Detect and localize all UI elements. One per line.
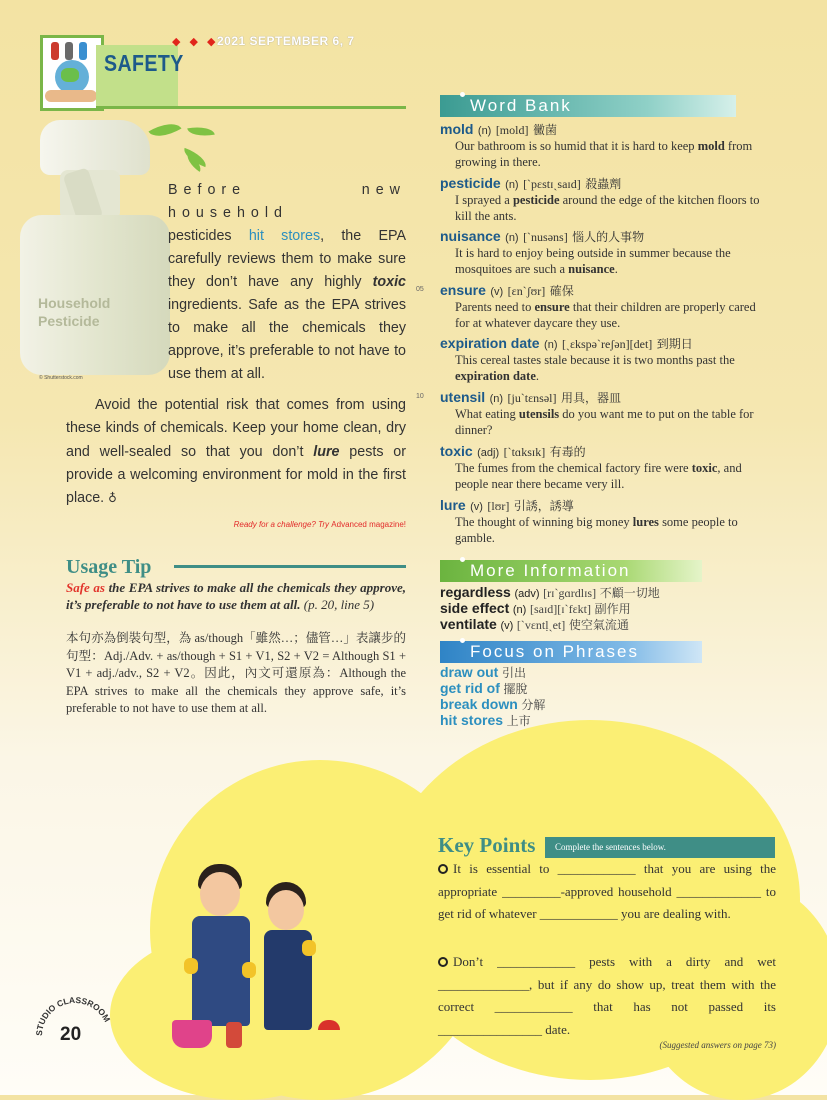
diamond-icons: ◆ ◆ ◆: [172, 36, 219, 48]
usage-tip-title: Usage Tip: [66, 556, 152, 578]
phrase-chinese: 引出: [501, 666, 526, 680]
info-phonetic: [rɪˋgɑrdlɪs]: [543, 586, 597, 600]
key-point: [438, 951, 776, 1041]
example-text: The fumes from the chemical factory fire were: [455, 461, 692, 475]
info-pos: (v): [500, 620, 514, 632]
example-text: Parents need to: [455, 300, 535, 314]
dot-icon: [460, 557, 465, 562]
info-pos: (n): [512, 604, 527, 616]
info-word: side effect: [440, 600, 510, 616]
entry-example: [440, 515, 760, 546]
article-paragraph: [66, 394, 406, 510]
toxic-word: toxic: [372, 274, 406, 290]
lure-word: lure: [313, 443, 340, 460]
entry-head: [440, 335, 760, 353]
info-word: ventilate: [440, 616, 497, 632]
person-head: [268, 890, 304, 930]
leaf-icon: [187, 124, 215, 139]
entry-word: ensure: [440, 282, 486, 298]
example-keyword: toxic: [691, 461, 718, 475]
example-text: Our bathroom is so humid that it is hard to keep: [455, 139, 698, 153]
entry-chinese: 用具，器皿: [560, 391, 621, 405]
entry-word: nuisance: [440, 228, 501, 244]
example-text: This cereal tastes stale because it is two months past the: [455, 353, 735, 367]
phrase-item: [440, 696, 545, 713]
example-keyword: nuisance: [568, 261, 615, 276]
example-text: some people to gamble.: [455, 515, 738, 545]
challenge-note: [66, 520, 406, 529]
entry-example: [440, 407, 760, 438]
more-info-item: [440, 600, 631, 617]
spray-bottle-small: [226, 1022, 242, 1048]
word-bank-entry: [440, 497, 760, 546]
plunger: [318, 1020, 340, 1030]
phrase-text: break down: [440, 696, 518, 712]
phrase-item: [440, 712, 531, 729]
bottle-icon: [65, 42, 73, 60]
word-bank-entry: [440, 121, 760, 170]
entry-word: utensil: [440, 389, 486, 405]
phrase-chinese: 分解: [521, 698, 546, 712]
paragraph-text: pests or provide a welcoming environment for mold in the first place.: [66, 443, 406, 507]
hit-stores-phrase: hit stores: [248, 228, 321, 244]
example-text: around the edge of the kitchen floors to kill the ants.: [455, 193, 760, 223]
entry-example: [440, 461, 760, 492]
word-bank-header: [440, 95, 736, 117]
key-points-title: Key Points: [438, 833, 536, 857]
entry-pos: (n): [505, 179, 519, 191]
entry-phonetic: [mold]: [495, 123, 529, 137]
glove: [302, 940, 316, 956]
entry-head: [440, 121, 760, 139]
info-chinese: 使空氣流通: [568, 618, 629, 632]
entry-chinese: 確保: [549, 284, 574, 298]
phrase-text: get rid of: [440, 680, 500, 696]
quote-highlight: Safe as: [66, 580, 105, 595]
entry-phonetic: [lʊr]: [487, 499, 510, 513]
quote-reference: (p. 20, line 5): [300, 597, 375, 612]
entry-pos: (v): [490, 286, 504, 298]
bullet-icon: [438, 957, 448, 967]
stamp-path: STUDIO CLASSROOM: [33, 994, 113, 1037]
section-title: SAFETY: [104, 50, 184, 76]
dot-icon: [460, 92, 465, 97]
hand-icon: [45, 90, 97, 102]
info-phonetic: [saɪd][ɪˋfɛkt]: [529, 602, 591, 616]
example-keyword: ensure: [534, 300, 570, 314]
intro-text: , the EPA carefully reviews them to make sure they don’t have any highly: [168, 228, 406, 290]
entry-pos: (v): [470, 501, 483, 513]
entry-chinese: 引誘，誘導: [513, 499, 574, 513]
phrase-text: draw out: [440, 664, 499, 680]
example-text: The thought of winning big money: [455, 515, 633, 529]
phrase-chinese: 擺脫: [503, 682, 528, 696]
example-text: , and people near there became very ill.: [455, 461, 742, 491]
example-text: from growing in there.: [455, 139, 753, 169]
entry-head: [440, 282, 760, 300]
word-bank-entry: [440, 335, 760, 384]
word-bank-title: Word Bank: [470, 96, 572, 115]
info-pos: (adv): [514, 588, 540, 600]
entry-phonetic: [ɛnˋʃʊr]: [507, 284, 546, 298]
word-bank-entry: [440, 443, 760, 492]
key-points-instruction: Complete the sentences below.: [555, 842, 666, 852]
dot-icon: [460, 638, 465, 643]
phrases-title: Focus on Phrases: [470, 642, 640, 661]
entry-head: [440, 175, 760, 193]
entry-word: toxic: [440, 443, 473, 459]
example-keyword: pesticide: [512, 193, 560, 207]
bottle-label: [38, 294, 110, 330]
intro-text: pesticides: [168, 228, 249, 244]
entry-word: pesticide: [440, 175, 501, 191]
more-info-header: [440, 560, 702, 582]
example-text: It is hard to enjoy being outside in summer because the mosquitoes are such a: [455, 246, 731, 276]
phrase-item: [440, 680, 528, 697]
info-word: regardless: [440, 584, 511, 600]
entry-pos: (n): [477, 125, 492, 137]
phrases-header: [440, 641, 702, 663]
entry-head: [440, 443, 760, 461]
example-text: .: [614, 261, 618, 276]
challenge-text: Ready for a challenge? Try: [233, 520, 332, 529]
phrase-item: [440, 664, 526, 681]
page-number: 20: [60, 1024, 82, 1045]
bottle-icon: [51, 42, 59, 60]
example-text: that their children are properly cared for at whatever daycare they use.: [455, 300, 756, 330]
phrase-text: hit stores: [440, 712, 504, 728]
entry-pos: (n): [544, 339, 558, 351]
line-number: 05: [416, 286, 424, 293]
example-text: do you want me to put on the table for dinner?: [455, 407, 754, 437]
word-bank-entry: [440, 175, 760, 224]
intro-text: ingredients. Safe as the EPA strives to make all the chemicals they approve, it’s preferable to not have to use them at all.: [168, 297, 406, 382]
word-bank-entry: [440, 389, 760, 438]
entry-phonetic: [ˏɛkspəˋreʃən][det]: [561, 337, 653, 351]
answers-note: (Suggested answers on page 73): [659, 1040, 776, 1050]
usage-tip-body: 本句亦為倒裝句型，為 as/though「雖然…；儘管…」表讓步的句型：Adj./Adv. + as/though + S1 + V1, S2 + V2 = Although S1 + V1 + adj./adv., S2 + V2。因此，內文可還原為：Although the EPA strives to make all the chemicals they approve safe, it’s preferable to not have to use them at all.: [66, 631, 406, 715]
entry-chinese: 殺蟲劑: [585, 177, 622, 191]
entry-word: lure: [440, 497, 466, 513]
more-info-item: [440, 616, 629, 633]
entry-head: [440, 228, 760, 246]
image-credit: © Shutterstock.com: [39, 375, 83, 381]
issue-date: 2021 SEPTEMBER 6, 7: [217, 34, 355, 48]
entry-pos: (adj): [477, 447, 500, 459]
entry-phonetic: [ˋtɑksɪk]: [503, 445, 546, 459]
key-point-text: Don’t ____________ pests with a dirty and wet ______________, but if any do show up, treat them with the correct ____________ that has not passed its ________________ date.: [438, 954, 776, 1037]
entry-pos: (n): [489, 393, 504, 405]
entry-example: [440, 353, 760, 384]
entry-phonetic: [ˋnusəns]: [523, 230, 568, 244]
example-text: .: [535, 368, 540, 383]
word-bank-entry: [440, 282, 760, 331]
intro-lead: Before new household: [168, 182, 406, 221]
entry-chinese: 到期日: [656, 337, 693, 351]
example-keyword: expiration date: [455, 368, 536, 383]
example-text: What eating: [455, 407, 519, 421]
glove: [184, 958, 198, 974]
section-logo: [40, 35, 104, 111]
entry-example: [440, 246, 760, 277]
usage-tip-rule: [174, 565, 406, 568]
more-info-title: More Information: [470, 561, 631, 580]
entry-pos: (n): [505, 232, 519, 244]
bottle-label-line: Household: [38, 295, 111, 311]
bucket: [172, 1020, 212, 1048]
line-number: 10: [416, 393, 424, 400]
entry-chinese: 有毒的: [549, 445, 586, 459]
bottle-icon: [79, 42, 87, 60]
entry-chinese: 惱人的人事物: [572, 230, 645, 244]
info-chinese: 不顧一切地: [599, 586, 660, 600]
entry-head: [440, 389, 760, 407]
bottle-label-line: Pesticide: [38, 313, 100, 329]
entry-word: expiration date: [440, 335, 540, 351]
example-keyword: mold: [697, 139, 725, 153]
spray-nozzle: [40, 120, 150, 175]
word-bank-entry: [440, 228, 760, 277]
person-head: [200, 872, 240, 916]
entry-phonetic: [juˋtɛnsəl]: [507, 391, 557, 405]
article-intro: [168, 179, 406, 386]
header-rule: [96, 106, 406, 109]
key-point-text: It is essential to ____________ that you are using the appropriate _________-approved household _____________ to get rid of whatever ____________ you are dealing with.: [438, 861, 776, 921]
example-keyword: utensils: [518, 407, 560, 421]
usage-tip-quote: [66, 579, 406, 613]
quote-text: the EPA strives to make all the chemicals they approve, it’s preferable to not have to use them at all.: [66, 580, 406, 612]
example-keyword: lures: [632, 515, 659, 529]
entry-phonetic: [ˋpɛstɪˏsaɪd]: [523, 177, 581, 191]
entry-chinese: 黴菌: [532, 123, 557, 137]
end-mark-icon: ♁: [108, 491, 117, 506]
entry-example: [440, 300, 760, 331]
example-text: I sprayed a: [455, 193, 513, 207]
cleaners-illustration: [170, 850, 370, 1090]
leaf-icon: [149, 116, 182, 143]
glove: [242, 962, 256, 978]
more-info-item: [440, 584, 660, 601]
phrase-chinese: 上市: [506, 714, 531, 728]
entry-example: [440, 193, 760, 224]
info-phonetic: [ˋvɛntḷˏet]: [516, 618, 566, 632]
entry-example: [440, 139, 760, 170]
challenge-magazine: Advanced magazine!: [331, 520, 406, 529]
entry-head: [440, 497, 760, 515]
land-icon: [61, 68, 79, 82]
key-point: [438, 858, 776, 926]
info-chinese: 副作用: [594, 602, 631, 616]
entry-word: mold: [440, 121, 474, 137]
paragraph-text: Avoid the potential risk that comes from using these kinds of chemicals. Keep your home clean, dry and well-sealed so that you don’t: [66, 397, 407, 460]
bullet-icon: [438, 864, 448, 874]
